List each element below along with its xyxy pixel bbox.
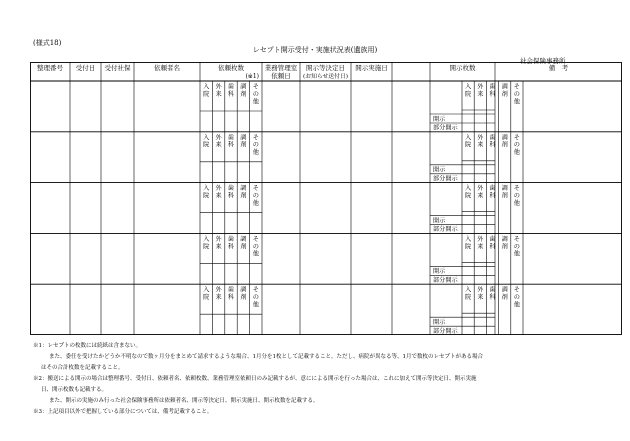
kaiji-category-2: 歯科 bbox=[489, 83, 496, 98]
note-2-continued-2: また、開示の実施のみ行った社会保険事務所は依頼者名、開示等決定日、開示実施日、開示枚数を記載する。 bbox=[49, 398, 319, 404]
irai-category-2: 歯科 bbox=[227, 83, 235, 98]
kaiji-category-1: 外来 bbox=[477, 185, 484, 200]
irai-category-1: 外来 bbox=[215, 235, 222, 251]
label-kaiji: 開示 bbox=[433, 217, 446, 225]
notes bbox=[33, 341, 623, 418]
kaiji-category-3: 調剤 bbox=[501, 185, 508, 200]
irai-category-4: その他 bbox=[252, 83, 259, 106]
irai-category-0: 入院 bbox=[203, 134, 210, 149]
irai-category-3: 調剤 bbox=[240, 235, 247, 251]
note-1: ※1：レセプトの枚数には続紙は含まない。 bbox=[33, 343, 142, 349]
kaiji-category-4: その他 bbox=[513, 83, 520, 106]
kaiji-category-0: 入院 bbox=[465, 235, 472, 251]
kaiji-category-4: その他 bbox=[513, 185, 520, 207]
label-kaiji: 開示 bbox=[433, 319, 446, 326]
irai-category-0: 入院 bbox=[203, 83, 210, 98]
form-number: (様式18) bbox=[33, 39, 62, 47]
kaiji-category-4: その他 bbox=[513, 286, 520, 309]
irai-category-4: その他 bbox=[252, 235, 259, 258]
col-iraisha: 依頼者名 bbox=[154, 64, 180, 72]
kaiji-category-3: 調剤 bbox=[501, 235, 508, 251]
document-title: レセプト開示受付・実施状況表(遺族用) bbox=[252, 46, 378, 54]
note-1-continued-2: はその合計枚数を記載すること。 bbox=[41, 365, 124, 371]
kaiji-category-4: その他 bbox=[513, 235, 520, 258]
col-kaiji-jisshi: 開示実施日 bbox=[355, 64, 388, 72]
label-kaiji: 開示 bbox=[433, 166, 446, 174]
irai-category-2: 歯科 bbox=[227, 134, 235, 149]
note-2: ※2：搬送による開示の場合は整理番号、受付日、依頼者名、依頼枚数、業務管理室依頼日のみ記載するが、意にによる開示を行った場合は、これに加えて開示等決定日、開示実施 bbox=[33, 376, 477, 382]
kaiji-category-4: その他 bbox=[513, 134, 520, 157]
irai-category-3: 調剤 bbox=[240, 185, 247, 200]
status-table bbox=[30, 62, 626, 338]
kaiji-category-3: 調剤 bbox=[501, 134, 508, 149]
label-bubun-kaiji: 部分開示 bbox=[433, 327, 458, 335]
kaiji-category-2: 歯科 bbox=[489, 235, 496, 251]
irai-category-1: 外来 bbox=[215, 286, 222, 302]
col-kaiji-kettei-2: (お知らせ送付日) bbox=[303, 74, 348, 80]
table-border bbox=[31, 63, 622, 335]
office-label: 社会保険事務所 bbox=[520, 57, 566, 65]
irai-category-2: 歯科 bbox=[227, 235, 235, 251]
irai-category-2: 歯科 bbox=[227, 286, 235, 302]
kaiji-category-0: 入院 bbox=[465, 83, 472, 98]
col-kaiji-maisu: 開示枚数 bbox=[449, 64, 476, 72]
kaiji-category-2: 歯科 bbox=[489, 185, 496, 200]
irai-category-4: その他 bbox=[252, 185, 259, 207]
kaiji-category-3: 調剤 bbox=[501, 83, 508, 98]
irai-category-1: 外来 bbox=[215, 134, 222, 149]
label-bubun-kaiji: 部分開示 bbox=[433, 124, 458, 132]
irai-category-2: 歯科 bbox=[227, 185, 235, 200]
kaiji-category-3: 調剤 bbox=[501, 286, 508, 302]
col-irai-maisu: 依頼枚数 bbox=[218, 64, 244, 72]
col-gyomu-kanri-2: 依頼日 bbox=[271, 72, 291, 80]
label-bubun-kaiji: 部分開示 bbox=[433, 175, 458, 183]
col-kaiji-kettei: 開示等決定日 bbox=[306, 64, 345, 72]
kaiji-category-2: 歯科 bbox=[489, 286, 496, 302]
kaiji-category-1: 外来 bbox=[477, 83, 484, 98]
col-biko: 備 考 bbox=[548, 64, 569, 72]
kaiji-category-0: 入院 bbox=[465, 185, 472, 200]
kaiji-category-1: 外来 bbox=[477, 134, 484, 149]
irai-category-1: 外来 bbox=[215, 83, 222, 98]
label-bubun-kaiji: 部分開示 bbox=[433, 277, 458, 284]
kaiji-category-1: 外来 bbox=[477, 286, 484, 302]
label-kaiji: 開示 bbox=[433, 268, 446, 276]
irai-category-4: その他 bbox=[252, 286, 259, 309]
col-seiri: 整理番号 bbox=[37, 64, 63, 72]
irai-category-1: 外来 bbox=[215, 185, 222, 200]
kaiji-category-2: 歯科 bbox=[489, 134, 496, 149]
note-3: ※3：上記項目以外で把握している部分については、備考記載すること。 bbox=[33, 409, 213, 415]
note-2-continued: 日、開示枚数も記載する。 bbox=[41, 387, 108, 393]
label-kaiji: 開示 bbox=[433, 115, 446, 123]
col-irai-maisu-note: (※1) bbox=[245, 73, 259, 80]
kaiji-category-1: 外来 bbox=[477, 235, 484, 251]
irai-category-4: その他 bbox=[252, 134, 259, 157]
kaiji-category-0: 入院 bbox=[465, 134, 472, 149]
kaiji-category-0: 入院 bbox=[465, 286, 472, 302]
note-1-continued: また、委任を受けたかどうか不明なので数ヶ月分をまとめて請求するような場合、1月分を1枚として記載すること。ただし、病院が異なる等、1月で数枚のレセプトがある場合 bbox=[49, 354, 484, 360]
irai-category-3: 調剤 bbox=[240, 286, 247, 302]
irai-category-0: 入院 bbox=[203, 185, 210, 200]
irai-category-0: 入院 bbox=[203, 235, 210, 251]
col-uketsukebi: 受付日 bbox=[75, 64, 96, 72]
label-bubun-kaiji: 部分開示 bbox=[433, 226, 458, 234]
irai-category-0: 入院 bbox=[203, 286, 210, 302]
col-uketsuke-shaho: 受付社保 bbox=[104, 64, 131, 72]
col-gyomu-kanri: 業務管理室 bbox=[264, 64, 298, 72]
irai-category-3: 調剤 bbox=[240, 134, 247, 149]
irai-category-3: 調剤 bbox=[240, 83, 247, 98]
